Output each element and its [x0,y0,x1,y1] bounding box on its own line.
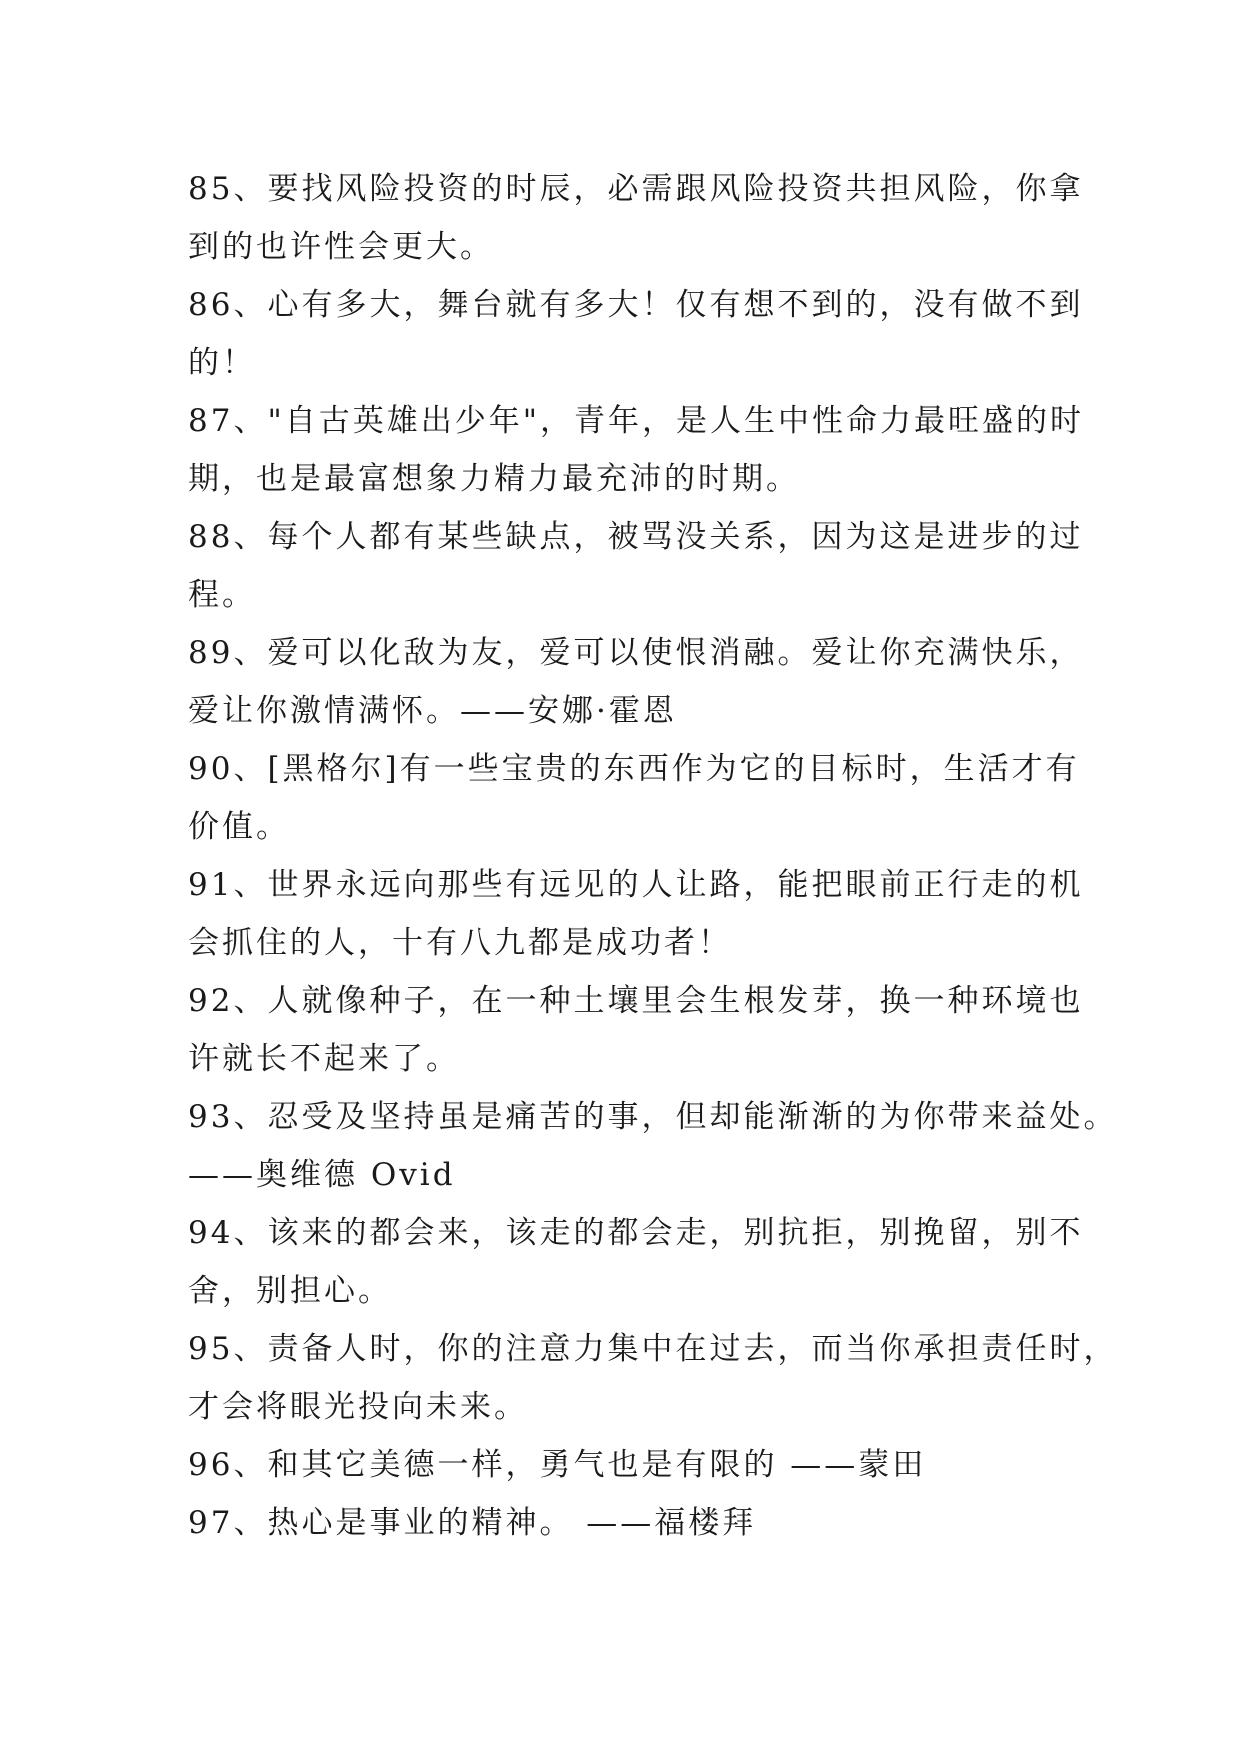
text-line: 程。 [188,577,256,613]
text-line: ——奥维德 Ovid [188,1157,456,1193]
text-line: 会抓住的人，十有八九都是成功者！ [188,925,732,961]
text-line: 爱让你激情满怀。——安娜·霍恩 [188,693,677,729]
text-line: 86、心有多大，舞台就有多大！仅有想不到的，没有做不到 [188,287,1084,323]
text-line: 92、人就像种子，在一种土壤里会生根发芽，换一种环境也 [188,983,1084,1019]
document-body [188,160,1118,1552]
text-line: 96、和其它美德一样，勇气也是有限的 ——蒙田 [188,1447,927,1483]
text-line: 87、"自古英雄出少年"，青年，是人生中性命力最旺盛的时 [188,403,1084,439]
text-line: 97、热心是事业的精神。 ——福楼拜 [188,1505,757,1541]
text-line: 91、世界永远向那些有远见的人让路，能把眼前正行走的机 [188,867,1084,903]
text-line: 期，也是最富想象力精力最充沛的时期。 [188,461,800,497]
text-line: 89、爱可以化敌为友，爱可以使恨消融。爱让你充满快乐， [188,635,1084,671]
text-line: 85、要找风险投资的时辰，必需跟风险投资共担风险，你拿 [188,171,1084,207]
text-line: 舍，别担心。 [188,1273,392,1309]
text-line: 的！ [188,345,256,381]
text-line: 93、忍受及坚持虽是痛苦的事，但却能渐渐的为你带来益处。 [188,1099,1118,1135]
text-line: 许就长不起来了。 [188,1041,460,1077]
text-line: 88、每个人都有某些缺点，被骂没关系，因为这是进步的过 [188,519,1084,555]
text-line: 90、[黑格尔]有一些宝贵的东西作为它的目标时，生活才有 [188,751,1080,787]
text-line: 到的也许性会更大。 [188,229,494,265]
text-line: 才会将眼光投向未来。 [188,1389,528,1425]
text-line: 94、该来的都会来，该走的都会走，别抗拒，别挽留，别不 [188,1215,1084,1251]
text-line: 95、责备人时，你的注意力集中在过去，而当你承担责任时， [188,1331,1118,1367]
text-line: 价值。 [188,809,290,845]
